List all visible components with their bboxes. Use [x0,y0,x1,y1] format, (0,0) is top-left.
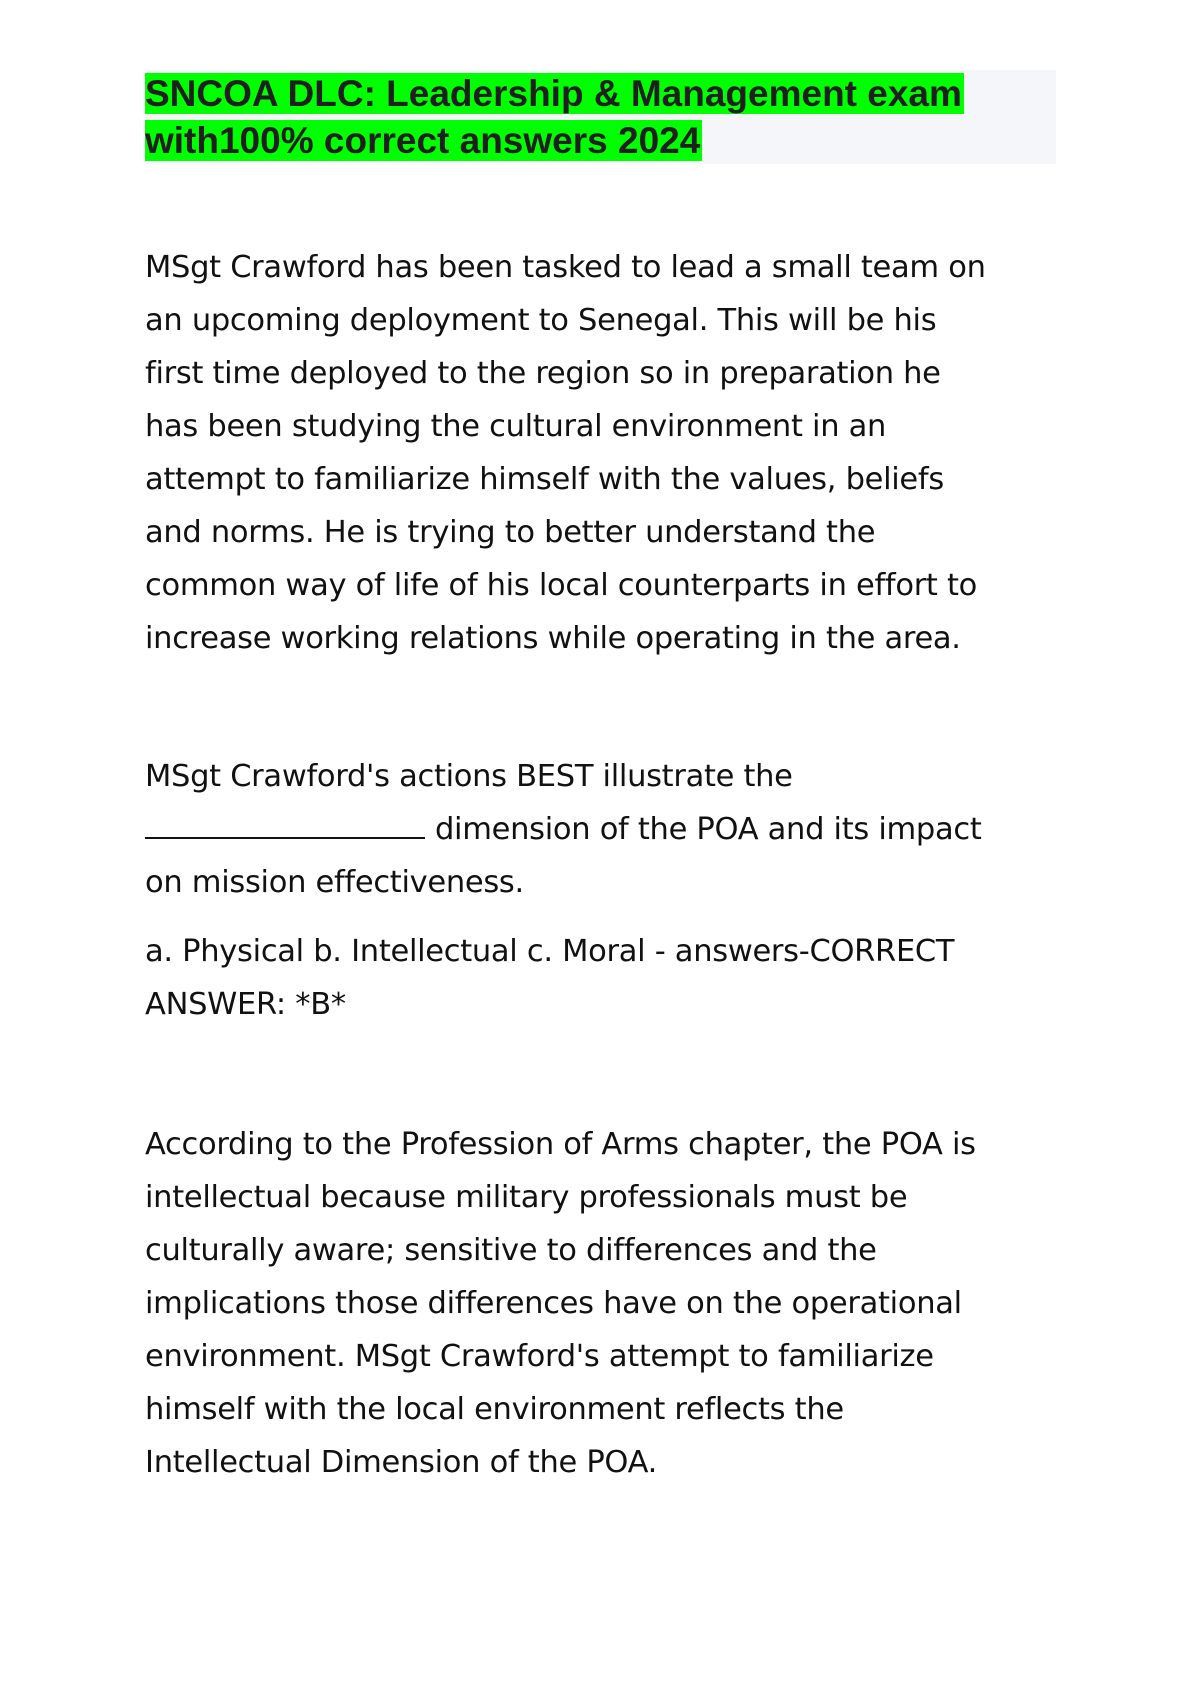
correct-answer-line: ANSWER: *B* [145,987,346,1022]
question-line: an upcoming deployment to Senegal. This will be his [145,303,937,338]
explanation-line: environment. MSgt Crawford's attempt to familiarize [145,1339,934,1374]
question-paragraph [145,241,1065,665]
explanation-line: According to the Profession of Arms chapter, the POA is [145,1127,976,1162]
prompt-line: MSgt Crawford's actions BEST illustrate the [145,759,793,794]
prompt-line: on mission effectiveness. [145,865,524,900]
prompt-paragraph [145,750,1065,909]
explanation-paragraph [145,1118,1065,1489]
explanation-line: Intellectual Dimension of the POA. [145,1445,658,1480]
question-line: has been studying the cultural environment in an [145,409,887,444]
question-line: increase working relations while operating in the area. [145,621,961,656]
question-line: attempt to familiarize himself with the values, beliefs [145,462,944,497]
options-line: a. Physical b. Intellectual c. Moral - answers-CORRECT [145,934,955,969]
page-title-line-2: with100% correct answers 2024 [145,120,701,161]
explanation-line: himself with the local environment reflects the [145,1392,844,1427]
question-line: common way of life of his local counterparts in effort to [145,568,978,603]
explanation-line: culturally aware; sensitive to differences and the [145,1233,877,1268]
explanation-line: intellectual because military professionals must be [145,1180,908,1215]
question-line: and norms. He is trying to better understand the [145,515,876,550]
answer-options [145,925,1065,1031]
answer-blank [145,807,425,839]
question-line: first time deployed to the region so in preparation he [145,356,941,391]
explanation-line: implications those differences have on the operational [145,1286,962,1321]
page-title-line-1: SNCOA DLC: Leadership & Management exam [145,73,962,114]
question-line: MSgt Crawford has been tasked to lead a small team on [145,250,986,285]
prompt-line-with-blank: dimension of the POA and its impact [145,803,1065,856]
